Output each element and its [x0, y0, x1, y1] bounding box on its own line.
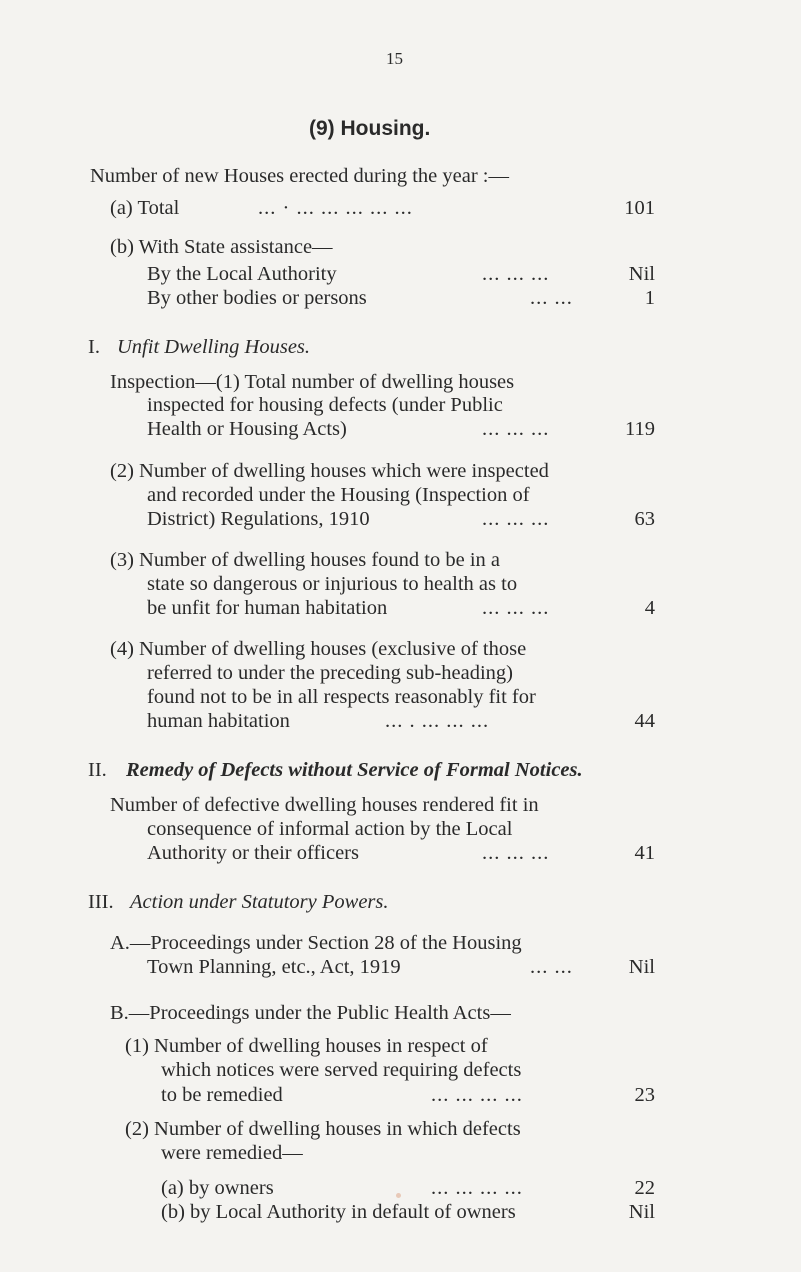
section1-title: Unfit Dwelling Houses. — [117, 336, 311, 358]
section3-b1-line2: which notices were served requiring defects — [161, 1059, 522, 1081]
section1-item1-dots: ... ... ... — [482, 418, 550, 440]
section1-item2-value: 63 — [634, 508, 655, 530]
section1-item4-value: 44 — [634, 710, 655, 732]
section3-b2-line2: were remedied— — [161, 1142, 303, 1164]
section3-b2a-dots: ... ... ... ... — [431, 1177, 523, 1199]
paper-blemish — [396, 1193, 401, 1198]
state-assistance-label: (b) With State assistance— — [110, 236, 333, 258]
section1-item1-line2: inspected for housing defects (under Public — [147, 394, 503, 416]
section1-item2-dots: ... ... ... — [482, 508, 550, 530]
section1-item1-value: 119 — [625, 418, 655, 440]
section1-item4-line2: referred to under the preceding sub-heading) — [147, 662, 513, 684]
section3-b-line1: B.—Proceedings under the Public Health Acts— — [110, 1002, 511, 1024]
section3-b1-value: 23 — [634, 1084, 655, 1106]
section3-b2b-label: (b) by Local Authority in default of owners — [161, 1201, 516, 1223]
section2-value: 41 — [634, 842, 655, 864]
section3-a-dots: ... ... — [530, 956, 573, 978]
section1-item2-line2: and recorded under the Housing (Inspection of — [147, 484, 530, 506]
section1-item3-line1: (3) Number of dwelling houses found to be in a — [110, 549, 500, 571]
section2-line1: Number of defective dwelling houses rendered fit in — [110, 794, 539, 816]
section1-item2-line3: District) Regulations, 1910 — [147, 508, 370, 530]
page-number: 15 — [386, 49, 403, 68]
section2-title: Remedy of Defects without Service of Formal Notices. — [126, 759, 583, 781]
section3-b2a-label: (a) by owners — [161, 1177, 274, 1199]
section1-item3-line3: be unfit for human habitation — [147, 597, 388, 619]
local-authority-value: Nil — [628, 263, 655, 285]
intro-text: Number of new Houses erected during the year :— — [90, 165, 509, 187]
section1-item1-line3: Health or Housing Acts) — [147, 418, 347, 440]
section3-b2-line1: (2) Number of dwelling houses in which defects — [125, 1118, 521, 1140]
section3-b1-dots: ... ... ... ... — [431, 1084, 523, 1106]
page-title: (9) Housing. — [309, 117, 431, 140]
section2-dots: ... ... ... — [482, 842, 550, 864]
section3-b1-line1: (1) Number of dwelling houses in respect of — [125, 1035, 488, 1057]
section1-item2-line1: (2) Number of dwelling houses which were inspected — [110, 460, 549, 482]
section3-title: Action under Statutory Powers. — [130, 891, 389, 913]
section3-b1-line3: to be remedied — [161, 1084, 283, 1106]
total-label: (a) Total — [110, 197, 180, 219]
section1-item4-line4: human habitation — [147, 710, 290, 732]
section1-item4-dots: ... . ... ... ... — [385, 710, 490, 732]
other-bodies-label: By other bodies or persons — [147, 287, 367, 309]
other-bodies-dots: ... ... — [530, 287, 573, 309]
section1-item4-line3: found not to be in all respects reasonably fit for — [147, 686, 536, 708]
section3-a-value: Nil — [628, 956, 655, 978]
section1-item4-line1: (4) Number of dwelling houses (exclusive of those — [110, 638, 527, 660]
section1-item3-line2: state so dangerous or injurious to health as to — [147, 573, 518, 595]
other-bodies-value: 1 — [644, 287, 655, 309]
section3-a-line1: A.—Proceedings under Section 28 of the Housing — [110, 932, 522, 954]
section3-b2a-value: 22 — [634, 1177, 655, 1199]
section3-b2b-value: Nil — [628, 1201, 655, 1223]
section2-line2: consequence of informal action by the Local — [147, 818, 513, 840]
section2-numeral: II. — [88, 759, 107, 781]
section3-numeral: III. — [88, 891, 114, 913]
total-value: 101 — [624, 197, 655, 219]
section1-numeral: I. — [88, 336, 100, 358]
section3-a-line2: Town Planning, etc., Act, 1919 — [147, 956, 401, 978]
local-authority-label: By the Local Authority — [147, 263, 337, 285]
section1-item3-dots: ... ... ... — [482, 597, 550, 619]
section2-line3: Authority or their officers — [147, 842, 359, 864]
local-authority-dots: ... ... ... — [482, 263, 550, 285]
section1-item3-value: 4 — [644, 597, 655, 619]
section1-item1-line1: Inspection—(1) Total number of dwelling houses — [110, 371, 515, 393]
total-dots: ... · ... ... ... ... ... — [258, 197, 413, 219]
